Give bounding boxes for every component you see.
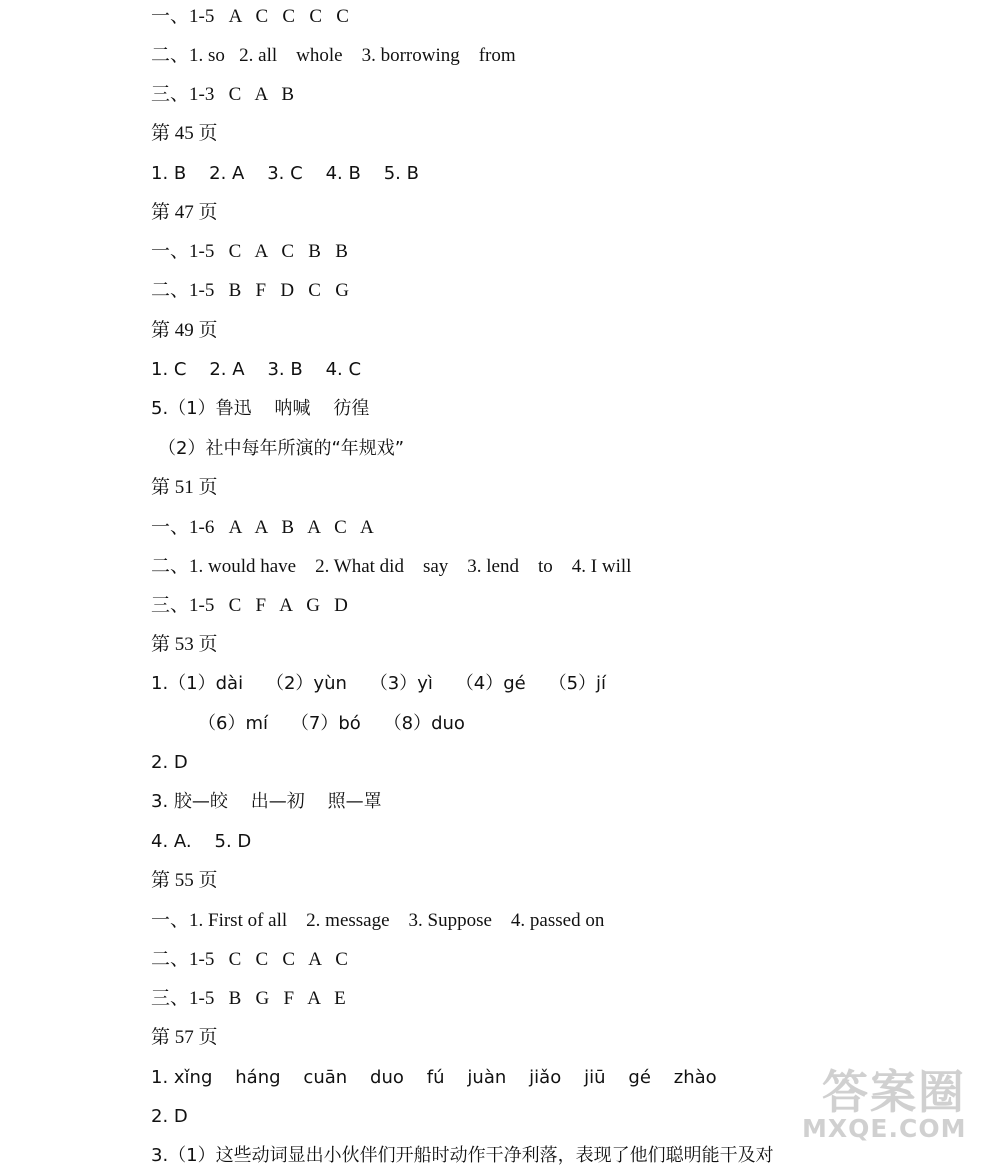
answer-line-7: 一、1-5 C A C B B — [151, 241, 348, 262]
answer-line-15: 二、1. would have 2. What did say 3. lend to 4. I will — [151, 556, 632, 577]
answer-line-28: 1. xǐng háng cuān duo fú juàn jiǎo jiū gé zhào — [151, 1067, 717, 1088]
answer-line-19: （6）mí （7）bó （8）duo — [198, 713, 465, 734]
answer-line-5: 1. B 2. A 3. C 4. B 5. B — [151, 163, 419, 184]
watermark-logo: 答案圈 — [822, 1065, 966, 1119]
site-watermark — [802, 1056, 992, 1166]
page-heading-47: 第 47 页 — [151, 202, 218, 223]
page-heading-57: 第 57 页 — [151, 1027, 218, 1048]
page-heading-51: 第 51 页 — [151, 477, 218, 498]
page-heading-53: 第 53 页 — [151, 634, 218, 655]
answer-line-21: 3. 胶—皎 出—初 照—罩 — [151, 791, 382, 812]
answer-line-29: 2. D — [151, 1106, 188, 1127]
page-heading-45: 第 45 页 — [151, 123, 218, 144]
answer-line-22: 4. A. 5. D — [151, 831, 252, 852]
answer-line-18: 1.（1）dài （2）yùn （3）yì （4）gé （5）jí — [151, 673, 607, 694]
page-heading-55: 第 55 页 — [151, 870, 218, 891]
answer-line-8: 二、1-5 B F D C G — [151, 280, 349, 301]
answer-line-25: 二、1-5 C C C A C — [151, 949, 348, 970]
answer-line-12: （2）社中每年所演的“年规戏” — [158, 438, 405, 459]
answer-line-26: 三、1-5 B G F A E — [151, 988, 346, 1009]
answer-line-2: 二、1. so 2. all whole 3. borrowing from — [151, 45, 516, 66]
answer-line-1: 一、1-5 A C C C C — [151, 6, 349, 27]
answer-line-24: 一、1. First of all 2. message 3. Suppose 4. passed on — [151, 910, 605, 931]
answer-line-30: 3.（1）这些动词显出小伙伴们开船时动作干净利落，表现了他们聪明能干及对 — [151, 1145, 774, 1166]
page-heading-49: 第 49 页 — [151, 320, 218, 341]
answer-line-16: 三、1-5 C F A G D — [151, 595, 348, 616]
answer-line-20: 2. D — [151, 752, 188, 773]
answer-line-3: 三、1-3 C A B — [151, 84, 295, 105]
answer-line-14: 一、1-6 A A B A C A — [151, 517, 374, 538]
answer-line-11: 5.（1）鲁迅 呐喊 彷徨 — [151, 398, 370, 419]
watermark-url: MXQE.COM — [802, 1114, 967, 1143]
answer-line-10: 1. C 2. A 3. B 4. C — [151, 359, 362, 380]
